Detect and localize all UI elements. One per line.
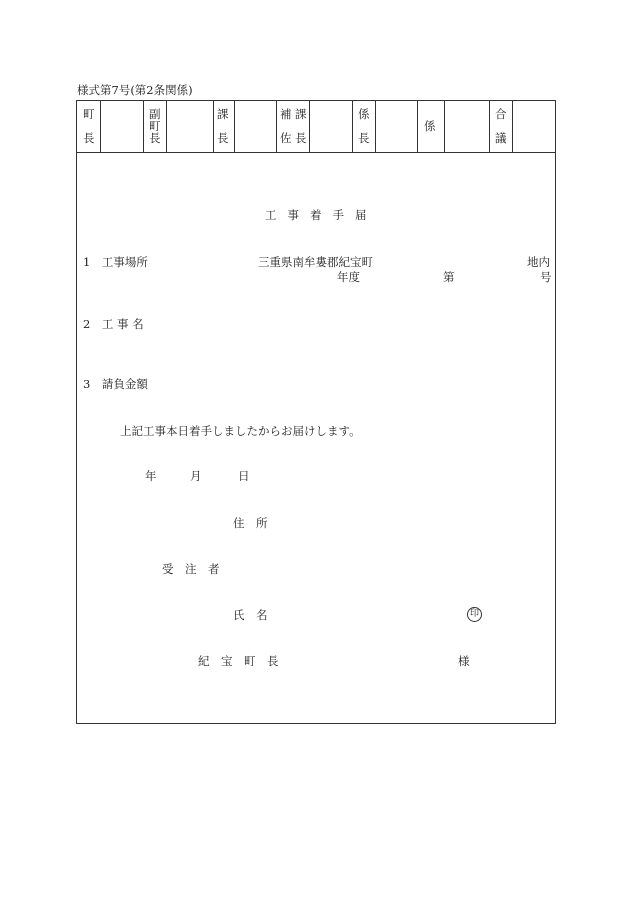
approval-kakaricho-top: 係: [358, 107, 370, 121]
approval-divider: [143, 101, 144, 153]
approval-fuku-2: 町: [149, 119, 161, 133]
approval-divider: [417, 101, 418, 153]
approval-kakaricho-bottom: 長: [358, 131, 370, 145]
approval-gougi-top: 合: [495, 107, 507, 121]
approval-ka-top: 課: [217, 107, 229, 121]
approval-divider: [352, 101, 353, 153]
approval-divider: [276, 101, 277, 153]
name-label: 氏 名: [233, 608, 268, 622]
contractor-label: 受 注 者: [162, 562, 220, 576]
approval-divider: [234, 101, 235, 153]
approval-cho-bottom: 長: [83, 131, 95, 145]
approval-divider: [444, 101, 445, 153]
approval-gougi-bottom: 議: [495, 131, 507, 145]
form-number-label: 様式第7号(第2条関係): [77, 83, 193, 97]
seal-mark-icon: 印: [467, 607, 482, 622]
approval-divider: [166, 101, 167, 153]
approval-fuku-1: 副: [149, 107, 161, 121]
fiscal-year-label: 年度: [337, 270, 360, 284]
approval-hosa-top-1: 補: [280, 107, 292, 121]
date-month-label: 月: [190, 469, 202, 483]
approval-divider: [213, 101, 214, 153]
approval-fuku-3: 長: [149, 131, 161, 145]
item-contract-amount-label: 3 請負金額: [83, 377, 148, 391]
approval-divider: [512, 101, 513, 153]
approval-divider: [309, 101, 310, 153]
number-prefix-label: 第: [443, 270, 455, 284]
approval-divider: [375, 101, 376, 153]
item-construction-site-label: 1 工事場所: [83, 255, 148, 269]
recipient-label: 紀 宝 町 長: [198, 654, 279, 668]
approval-divider: [100, 101, 101, 153]
address-label: 住 所: [233, 516, 268, 530]
item-construction-name-label: 2 工 事 名: [83, 317, 144, 331]
notification-statement: 上記工事本日着手しましたからお届けします。: [120, 424, 361, 438]
approval-kakari: 係: [424, 119, 436, 133]
approval-hosa-bottom-2: 長: [295, 131, 307, 145]
approval-hosa-top-2: 課: [295, 107, 307, 121]
construction-site-prefecture: 三重県南牟婁郡紀宝町: [258, 255, 373, 269]
honorific-label: 様: [458, 654, 470, 668]
approval-divider: [489, 101, 490, 153]
number-suffix-label: 号: [540, 270, 552, 284]
approval-cho-top: 町: [83, 107, 95, 121]
approval-hosa-bottom-1: 佐: [280, 131, 292, 145]
date-year-label: 年: [145, 469, 157, 483]
construction-site-suffix: 地内: [527, 255, 550, 269]
approval-stamp-row: [77, 101, 555, 153]
notification-form: [76, 100, 556, 724]
approval-ka-bottom: 長: [217, 131, 229, 145]
date-day-label: 日: [238, 469, 250, 483]
document-title: 工事着手届: [265, 208, 378, 222]
